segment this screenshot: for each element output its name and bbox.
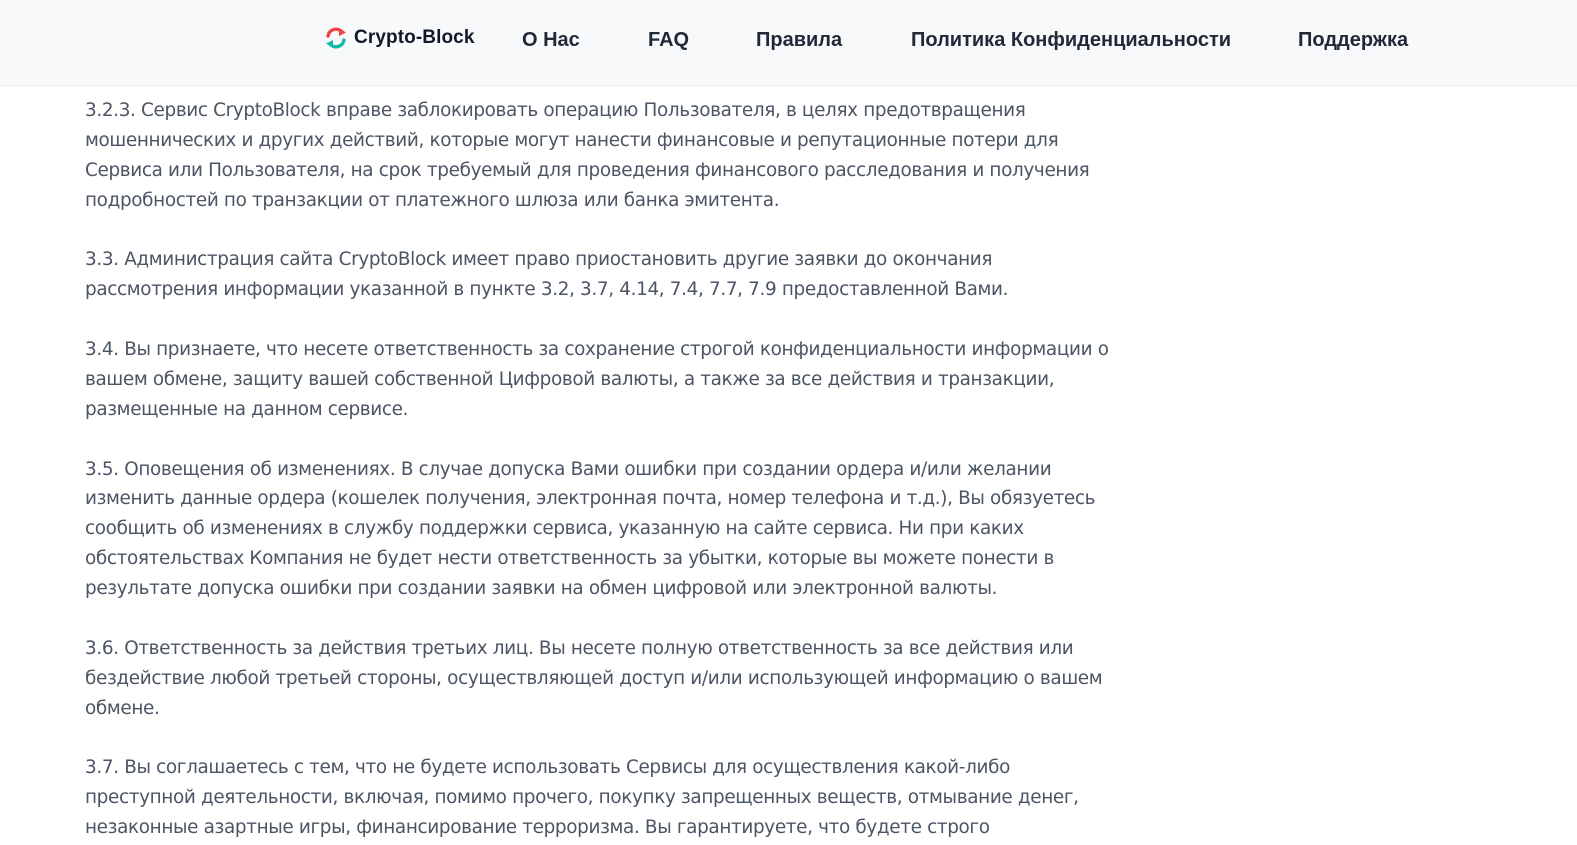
logo-link[interactable] — [323, 24, 475, 52]
clause-line: изменить данные ордера (кошелек получения, электронная почта, номер телефона и т.д.), Вы обязуетесь — [85, 488, 1096, 510]
clause-line: преступной деятельности, включая, помимо прочего, покупку запрещенных веществ, отмывание денег, — [85, 787, 1079, 809]
clause-3-6 — [85, 634, 1165, 724]
clause-line: незаконные азартные игры, финансирование терроризма. Вы гарантируете, что будете строго — [85, 817, 990, 839]
nav-link-faq[interactable]: FAQ — [648, 29, 690, 51]
clause-3-2-3 — [85, 96, 1165, 216]
clause-line: подробностей по транзакции от платежного шлюза или банка эмитента. — [85, 189, 780, 211]
clause-line: результате допуска ошибки при создании заявки на обмен цифровой или электронной валюты. — [85, 578, 998, 600]
nav-link-privacy-policy[interactable]: Политика Конфиденциальности — [911, 29, 1232, 51]
nav-link-support[interactable]: Поддержка — [1298, 29, 1409, 51]
nav-link-rules[interactable]: Правила — [756, 29, 843, 51]
clause-line: размещенные на данном сервисе. — [85, 398, 409, 420]
clause-line: обмене. — [85, 697, 160, 719]
logo-text: Crypto-Block — [354, 27, 475, 48]
clause-line: 3.7. Вы соглашаетесь с тем, что не будете использовать Сервисы для осуществления какой-либо — [85, 757, 1010, 779]
site-header — [0, 0, 1577, 86]
clause-line: 3.2.3. Сервис CryptoBlock вправе заблокировать операцию Пользователя, в целях предотвращения — [85, 100, 1026, 121]
clause-3-3 — [85, 245, 1165, 305]
clause-line: бездействие любой третьей стороны, осуществляющей доступ и/или использующей информацию о вашем — [85, 667, 1103, 689]
clause-line: 3.5. Оповещения об изменениях. В случае допуска Вами ошибки при создании ордера и/или желании — [85, 458, 1052, 480]
clause-3-7 — [85, 753, 1165, 843]
nav-link-about[interactable]: О Нас — [522, 29, 580, 51]
clause-line: обстоятельствах Компания не будет нести ответственность за убытки, которые вы можете понести в — [85, 548, 1054, 570]
clause-line: Сервиса или Пользователя, на срок требуемый для проведения финансового расследования и получения — [85, 159, 1090, 181]
clause-line: вашем обмене, защиту вашей собственной Цифровой валюты, а также за все действия и транзакции, — [85, 368, 1055, 390]
rules-content — [85, 96, 1165, 843]
clause-line: 3.6. Ответственность за действия третьих лиц. Вы несете полную ответственность за все действия или — [85, 637, 1074, 659]
clause-line: сообщить об изменениях в службу поддержки сервиса, указанную на сайте сервиса. Ни при каких — [85, 518, 1024, 540]
clause-3-5 — [85, 455, 1165, 605]
exchange-arrows-icon — [323, 25, 349, 51]
clause-line: рассмотрения информации указанной в пункте 3.2, 3.7, 4.14, 7.4, 7.7, 7.9 предоставленной Вами. — [85, 279, 1009, 301]
clause-line: мошеннических и других действий, которые могут нанести финансовые и репутационные потери для — [85, 129, 1059, 151]
clause-line: 3.4. Вы признаете, что несете ответственность за сохранение строгой конфиденциальности информации о — [85, 339, 1109, 361]
clause-3-4 — [85, 335, 1165, 425]
clause-line: 3.3. Администрация сайта CryptoBlock имеет право приостановить другие заявки до окончания — [85, 249, 993, 271]
